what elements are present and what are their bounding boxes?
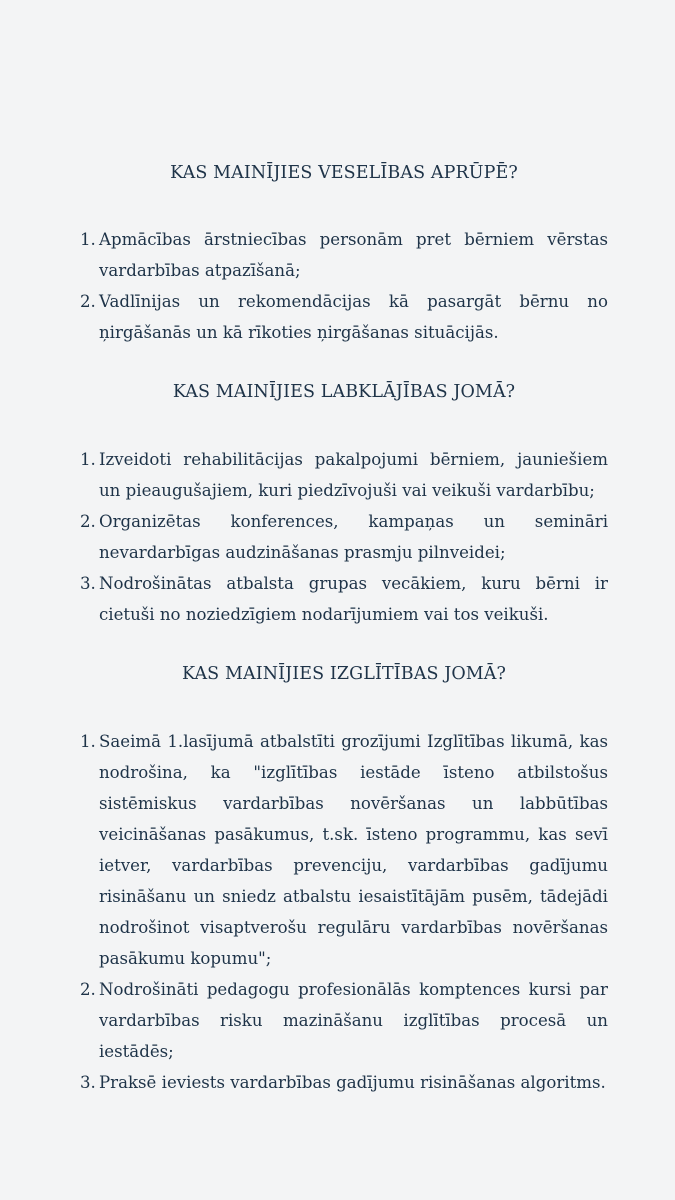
list-item [80,726,608,974]
section-list [80,726,608,1098]
list-item-number: 3. [80,574,96,593]
section-healthcare [80,162,608,348]
list-item [80,224,608,286]
section-title: KAS MAINĪJIES VESELĪBAS APRŪPĒ? [170,163,518,183]
list-item [80,506,608,568]
list-item-text: Praksē ieviests vardarbības gadījumu risināšanas algoritms. [99,1073,606,1092]
section-title: KAS MAINĪJIES IZGLĪTĪBAS JOMĀ? [181,664,507,684]
section-list [80,224,608,348]
list-item-number: 1. [80,732,96,751]
list-item-number: 2. [80,980,96,999]
list-item-text: Saeimā 1.lasījumā atbalstīti grozījumi Izglītības likumā, kas nodrošina, ka "izglītības iestāde īsteno atbilstošus sistēmiskus vardarbības novēršanas un labbūtības veicināšanas pasākumus, t.sk. īsteno programmu, kas sevī ietver, vardarbības prevenciju, vardarbības gadījumu risināšanu un sniedz atbalstu iesaistītājām pusēm, tādejādi nodrošinot visaptverošu regulāru vardarbības novēršanas pasākumu kopumu"; [99,732,608,968]
list-item-text: Izveidoti rehabilitācijas pakalpojumi bērniem, jauniešiem un pieaugušajiem, kuri piedzīvojuši vai veikuši vardarbību; [99,450,608,500]
list-item-number: 3. [80,1073,96,1092]
list-item-number: 1. [80,230,96,249]
section-list [80,444,608,630]
list-item [80,568,608,630]
section-education [80,663,608,1098]
list-item-number: 2. [80,292,96,311]
list-item-text: Nodrošinātas atbalsta grupas vecākiem, kuru bērni ir cietuši no noziedzīgiem nodarījumiem vai tos veikuši. [99,574,608,624]
list-item-number: 2. [80,512,96,531]
list-item [80,444,608,506]
section-welfare [80,381,608,630]
list-item [80,974,608,1067]
section-title: KAS MAINĪJIES LABKLĀJĪBAS JOMĀ? [172,382,516,402]
list-item [80,286,608,348]
list-item-text: Apmācības ārstniecības personām pret bērniem vērstas vardarbības atpazīšanā; [99,230,608,280]
list-item-text: Organizētas konferences, kampaņas un semināri nevardarbīgas audzināšanas prasmju pilnveidei; [99,512,608,562]
list-item-number: 1. [80,450,96,469]
list-item-text: Nodrošināti pedagogu profesionālās komptences kursi par vardarbības risku mazināšanu izglītības procesā un iestādēs; [99,980,608,1061]
list-item [80,1067,608,1098]
list-item-text: Vadlīnijas un rekomendācijas kā pasargāt bērnu no ņirgāšanās un kā rīkoties ņirgāšanas situācijās. [99,292,608,342]
